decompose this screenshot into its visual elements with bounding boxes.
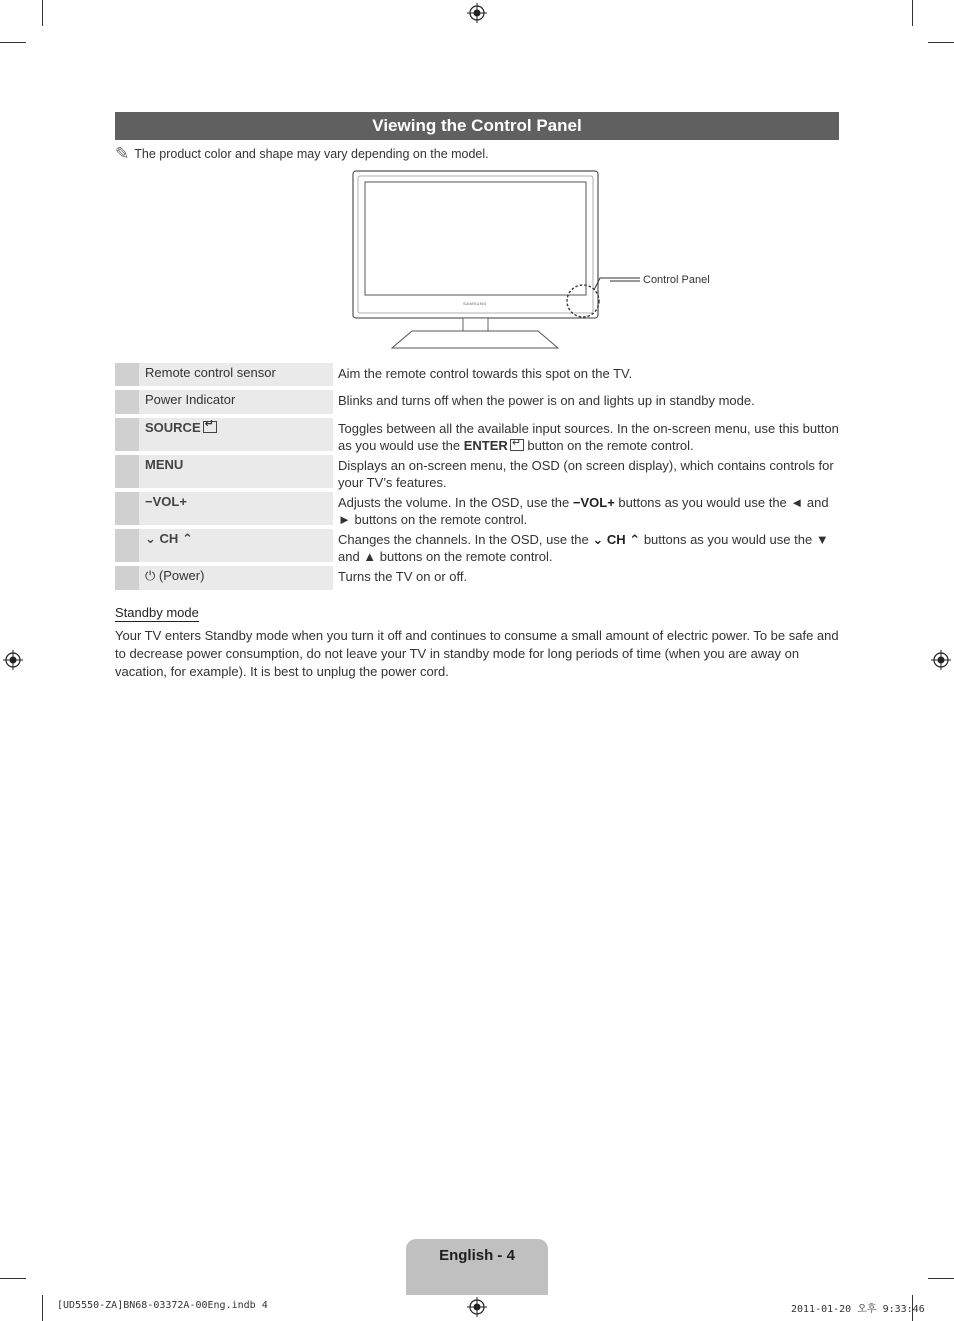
control-name xyxy=(139,418,333,451)
page-number-tab: English - 4 xyxy=(406,1239,548,1295)
source-label: SOURCE xyxy=(145,420,201,435)
control-description: Aim the remote control towards this spot on the TV. xyxy=(338,366,633,381)
ch-inline-label: ⌄ CH ⌃ xyxy=(592,532,641,547)
control-description: Turns the TV on or off. xyxy=(338,569,468,584)
file-info: [UD5550-ZA]BN68-03372A-00Eng.indb 4 xyxy=(57,1300,268,1311)
description-text: Changes the channels. In the OSD, use the xyxy=(338,532,593,547)
description-text: Adjusts the volume. In the OSD, use the xyxy=(338,495,573,510)
vol-inline-label: −VOL+ xyxy=(572,495,615,510)
plus-icon: + xyxy=(179,494,187,509)
power-label: (Power) xyxy=(158,568,205,583)
description-text: buttons as you would use the ▼ and ▲ buttons on the remote control. xyxy=(338,532,829,564)
minus-icon: − xyxy=(145,494,153,509)
table-row xyxy=(115,492,839,525)
standby-heading: Standby mode xyxy=(115,605,199,620)
enter-icon xyxy=(510,439,524,451)
brand-label: SAMSUNG xyxy=(463,301,487,306)
power-icon: ⏻ xyxy=(145,568,156,583)
description-text: buttons as you would use the ◄ and ► buttons on the remote control. xyxy=(338,495,829,527)
source-icon xyxy=(203,421,217,433)
row-marker xyxy=(115,492,139,525)
crop-mark xyxy=(928,1278,954,1279)
control-description xyxy=(333,529,839,562)
registration-mark-icon xyxy=(467,1297,487,1317)
model-note xyxy=(115,145,489,162)
chevron-down-icon: ⌄ xyxy=(145,531,156,546)
table-row xyxy=(115,566,839,590)
registration-mark-icon xyxy=(931,650,951,670)
vol-label: VOL xyxy=(152,494,180,509)
row-marker xyxy=(115,390,139,414)
crop-mark xyxy=(42,1295,43,1321)
control-name xyxy=(139,492,333,525)
crop-mark xyxy=(42,0,43,26)
control-name: MENU xyxy=(139,455,333,488)
table-row xyxy=(115,418,839,451)
page-title: Viewing the Control Panel xyxy=(115,112,839,140)
registration-mark-icon xyxy=(3,650,23,670)
table-row xyxy=(115,529,839,562)
crop-mark xyxy=(912,0,913,26)
table-row xyxy=(115,390,839,414)
row-marker xyxy=(115,529,139,562)
print-timestamp: 2011-01-20 오후 9:33:46 xyxy=(791,1304,925,1315)
control-description xyxy=(333,418,839,451)
row-marker xyxy=(115,566,139,590)
control-name: Power Indicator xyxy=(139,390,333,414)
registration-mark-icon xyxy=(467,3,487,23)
table-row xyxy=(115,363,839,386)
callout-leader-line xyxy=(610,276,640,284)
control-name xyxy=(139,566,333,590)
control-panel-label: Control Panel xyxy=(643,274,710,286)
crop-mark xyxy=(0,1278,26,1279)
row-marker xyxy=(115,418,139,451)
control-description: Displays an on-screen menu, the OSD (on screen display), which contains controls for your TV’s features. xyxy=(338,458,834,490)
pencil-note-icon: ✎ xyxy=(115,144,130,163)
control-description: Blinks and turns off when the power is on and lights up in standby mode. xyxy=(338,393,755,408)
description-text: button on the remote control. xyxy=(523,438,694,453)
tv-illustration xyxy=(350,168,610,350)
control-table xyxy=(115,363,839,594)
ch-label: CH xyxy=(159,531,179,546)
control-description xyxy=(333,492,839,525)
crop-mark xyxy=(0,42,26,43)
table-row xyxy=(115,455,839,488)
enter-label: ENTER xyxy=(463,438,508,453)
description-text: Toggles between all the available input sources. In the on-screen menu, use this button as you would use the xyxy=(338,421,839,453)
control-name xyxy=(139,529,333,562)
standby-body: Your TV enters Standby mode when you turn it off and continues to consume a small amount of electric power. To be safe and to decrease power consumption, do not leave your TV in standby mode for long periods of time (when you are away on vacation, for example). It is best to unplug the power cord. xyxy=(115,628,839,679)
chevron-up-icon: ⌃ xyxy=(181,531,193,546)
row-marker xyxy=(115,455,139,488)
row-marker xyxy=(115,363,139,386)
note-text: The product color and shape may vary depending on the model. xyxy=(134,146,489,161)
crop-mark xyxy=(928,42,954,43)
control-name: Remote control sensor xyxy=(139,363,333,386)
